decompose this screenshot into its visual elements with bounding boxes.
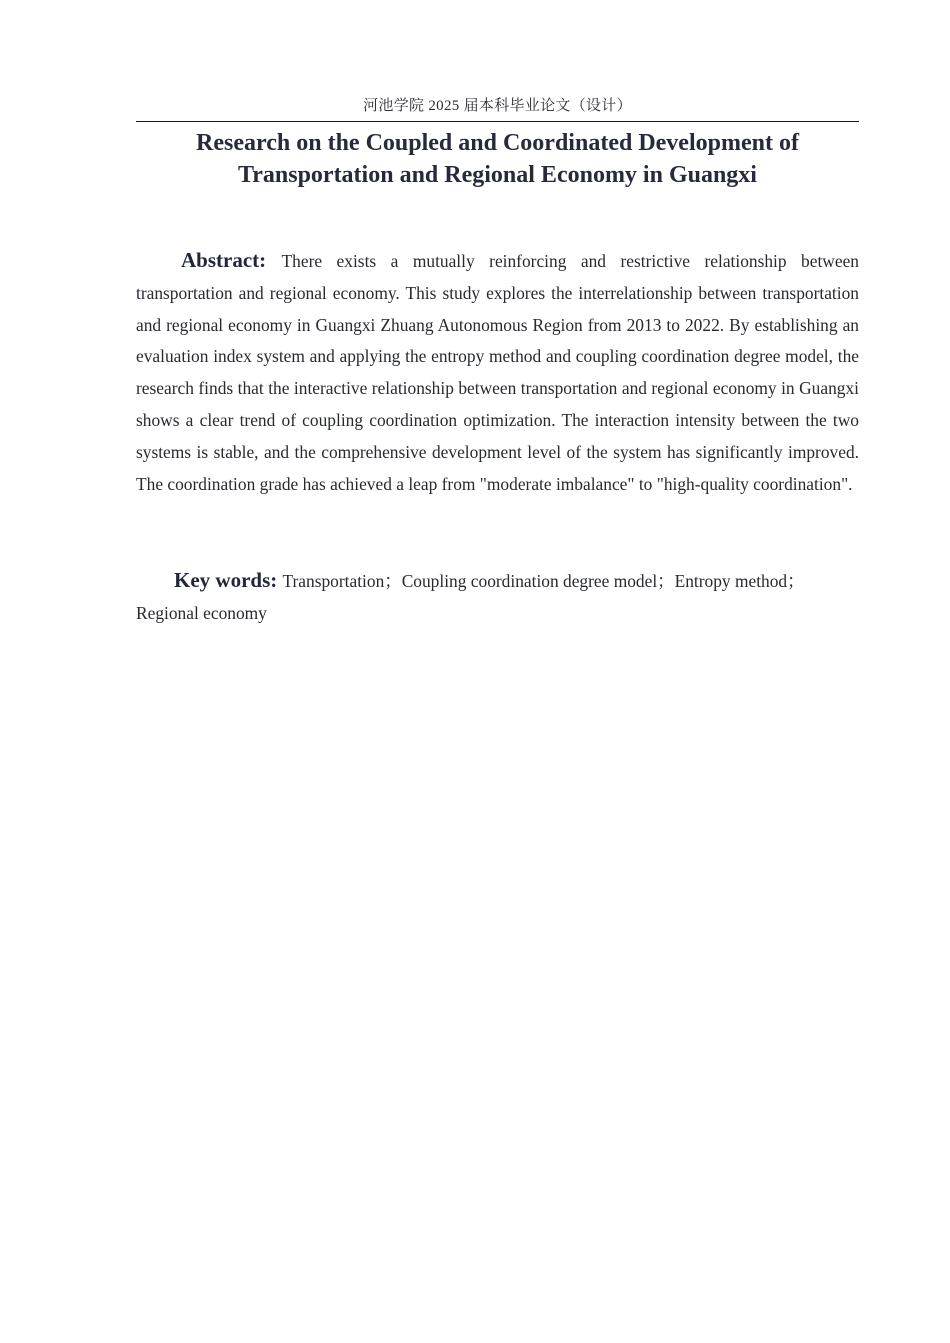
keyword-item: Entropy method <box>674 571 788 591</box>
keyword-separator: ； <box>657 571 675 591</box>
keyword-separator: ； <box>787 571 805 591</box>
keywords-label: Key words: <box>174 568 283 592</box>
keyword-separator: ； <box>384 571 402 591</box>
abstract-text: There exists a mutually reinforcing and restrictive relationship between transportation and regional economy. This study explores the interrelationship between transportation and regional economy in Guangxi Zhuang Autonomous Region from 2013 to 2022. By establishing an evaluation index system and applying the entropy method and coupling coordination degree model, the research finds that the interactive relationship between transportation and regional economy in Guangxi shows a clear trend of coupling coordination optimization. The interaction intensity between the two systems is stable, and the comprehensive development level of the system has significantly improved. The coordination grade has achieved a leap from "moderate imbalance" to "high-quality coordination". <box>136 251 859 494</box>
paper-title <box>136 127 859 191</box>
keyword-item: Regional economy <box>136 602 267 623</box>
abstract-paragraph <box>136 245 859 500</box>
keyword-item: Transportation <box>282 571 385 591</box>
header-rule <box>136 121 859 122</box>
paper-title-line-2: Transportation and Regional Economy in Guangxi <box>238 162 757 188</box>
running-header: 河池学院 2025 届本科毕业论文（设计） <box>363 98 632 114</box>
keyword-item: Coupling coordination degree model <box>401 571 658 591</box>
abstract-label: Abstract: <box>181 248 282 272</box>
paper-title-line-1: Research on the Coupled and Coordinated Development of <box>196 130 799 156</box>
keywords-paragraph <box>136 565 859 630</box>
